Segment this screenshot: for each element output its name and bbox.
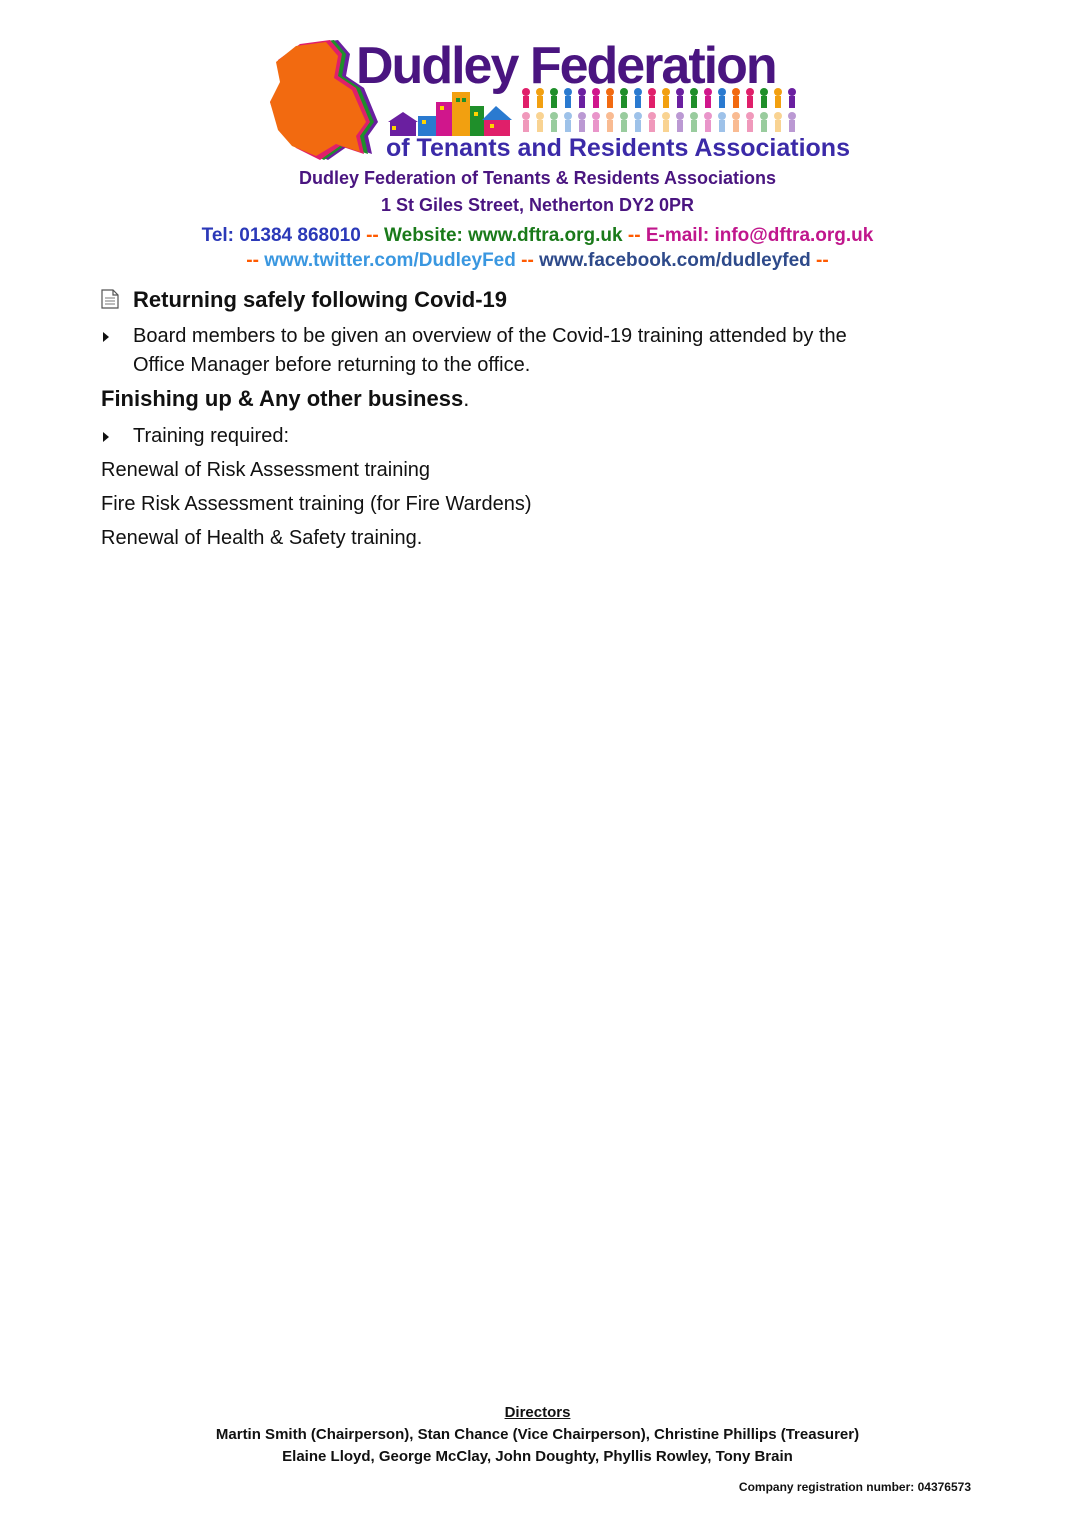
org-address: 1 St Giles Street, Netherton DY2 0PR	[380, 195, 695, 215]
social-line	[0, 250, 1075, 272]
twitter-link[interactable]: www.twitter.com/DudleyFed	[264, 250, 516, 271]
company-registration: Company registration number: 04376573	[738, 1480, 971, 1494]
logo-subtitle: of Tenants and Residents Associations	[386, 134, 850, 162]
finishing-heading	[101, 386, 469, 412]
training-required: Training required:	[133, 425, 290, 447]
separator: --	[366, 225, 379, 246]
separator: --	[246, 250, 259, 271]
separator: --	[627, 225, 641, 246]
contact-line	[0, 225, 1075, 247]
returning-bullet-line-1: Board members to be given an overview of the Covid-19 training attended by the	[133, 325, 847, 347]
finishing-heading-suffix: .	[463, 386, 470, 411]
website-link[interactable]: Website: www.dftra.org.uk	[384, 225, 623, 246]
dudley-federation-logo	[268, 36, 850, 164]
facebook-link[interactable]: www.facebook.com/dudleyfed	[539, 250, 811, 271]
houses-graphic	[388, 92, 512, 136]
document-icon	[101, 289, 119, 309]
returning-bullet-line-2: Office Manager before returning to the office.	[133, 354, 531, 376]
logo-title: Dudley Federation	[356, 37, 776, 95]
training-line: Renewal of Health & Safety training.	[101, 527, 423, 549]
telephone: Tel: 01384 868010	[201, 225, 361, 246]
training-line: Renewal of Risk Assessment training	[101, 459, 431, 481]
finishing-heading-text: Finishing up & Any other business	[101, 386, 464, 411]
separator: --	[521, 250, 534, 271]
triangle-bullet-icon	[101, 330, 111, 344]
email-link[interactable]: E-mail: info@dftra.org.uk	[645, 225, 874, 246]
training-line: Fire Risk Assessment training (for Fire Wardens)	[101, 493, 532, 515]
returning-heading-text: Returning safely following Covid-19	[133, 287, 508, 312]
org-name: Dudley Federation of Tenants & Residents Associations	[298, 168, 777, 188]
directors-title: Directors	[504, 1404, 571, 1421]
separator: --	[816, 250, 829, 271]
directors-line-1: Martin Smith (Chairperson), Stan Chance (Vice Chairperson), Christine Phillips (Treasurer)	[215, 1426, 860, 1443]
triangle-bullet-icon	[101, 430, 111, 444]
directors-line-2: Elaine Lloyd, George McClay, John Doughty, Phyllis Rowley, Tony Brain	[282, 1448, 793, 1465]
